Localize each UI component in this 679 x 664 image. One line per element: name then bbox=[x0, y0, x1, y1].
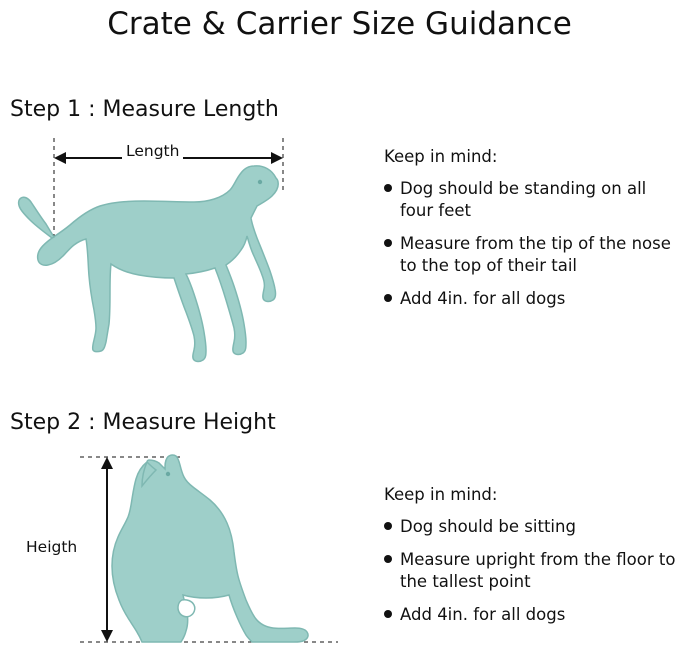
bullet-icon bbox=[384, 610, 392, 618]
list-item bbox=[384, 604, 679, 626]
step-1-notes-title: Keep in mind: bbox=[384, 147, 498, 166]
list-item bbox=[384, 516, 679, 538]
page-title: Crate & Carrier Size Guidance bbox=[107, 6, 572, 42]
step-2-notes-title: Keep in mind: bbox=[384, 485, 498, 504]
bullet-icon bbox=[384, 555, 392, 563]
height-dimension-label: Heigth bbox=[22, 538, 81, 556]
step-1-figure bbox=[8, 130, 378, 404]
note-text: Measure from the tip of the nose to the top of their tail bbox=[400, 233, 671, 275]
dog-eye-standing bbox=[258, 180, 262, 184]
bullet-icon bbox=[384, 184, 392, 192]
step-2-notes bbox=[384, 484, 679, 637]
length-arrow-head-right bbox=[271, 152, 283, 164]
dog-paw-detail bbox=[178, 600, 195, 617]
height-arrow-head-top bbox=[101, 457, 113, 469]
dog-tail-standing bbox=[19, 197, 54, 238]
length-arrow-head-left bbox=[54, 152, 66, 164]
bullet-icon bbox=[384, 294, 392, 302]
note-text: Dog should be standing on all four feet bbox=[400, 178, 647, 220]
dog-standing-diagram bbox=[8, 130, 378, 400]
bullet-icon bbox=[384, 239, 392, 247]
step-1-notes bbox=[384, 146, 679, 321]
bullet-icon bbox=[384, 522, 392, 530]
list-item bbox=[384, 178, 679, 222]
length-dimension-label: Length bbox=[122, 142, 183, 160]
dog-body-standing bbox=[38, 166, 279, 362]
note-text: Add 4in. for all dogs bbox=[400, 604, 566, 624]
note-text: Dog should be sitting bbox=[400, 516, 576, 536]
dog-eye-sitting bbox=[166, 472, 170, 476]
note-text: Measure upright from the floor to the tallest point bbox=[400, 549, 676, 591]
note-text: Add 4in. for all dogs bbox=[400, 288, 566, 308]
step-1-heading: Step 1 : Measure Length bbox=[10, 97, 279, 122]
list-item bbox=[384, 549, 679, 593]
height-arrow-head-bottom bbox=[101, 630, 113, 642]
list-item bbox=[384, 233, 679, 277]
step-2-heading: Step 2 : Measure Height bbox=[10, 410, 276, 435]
list-item bbox=[384, 288, 679, 310]
